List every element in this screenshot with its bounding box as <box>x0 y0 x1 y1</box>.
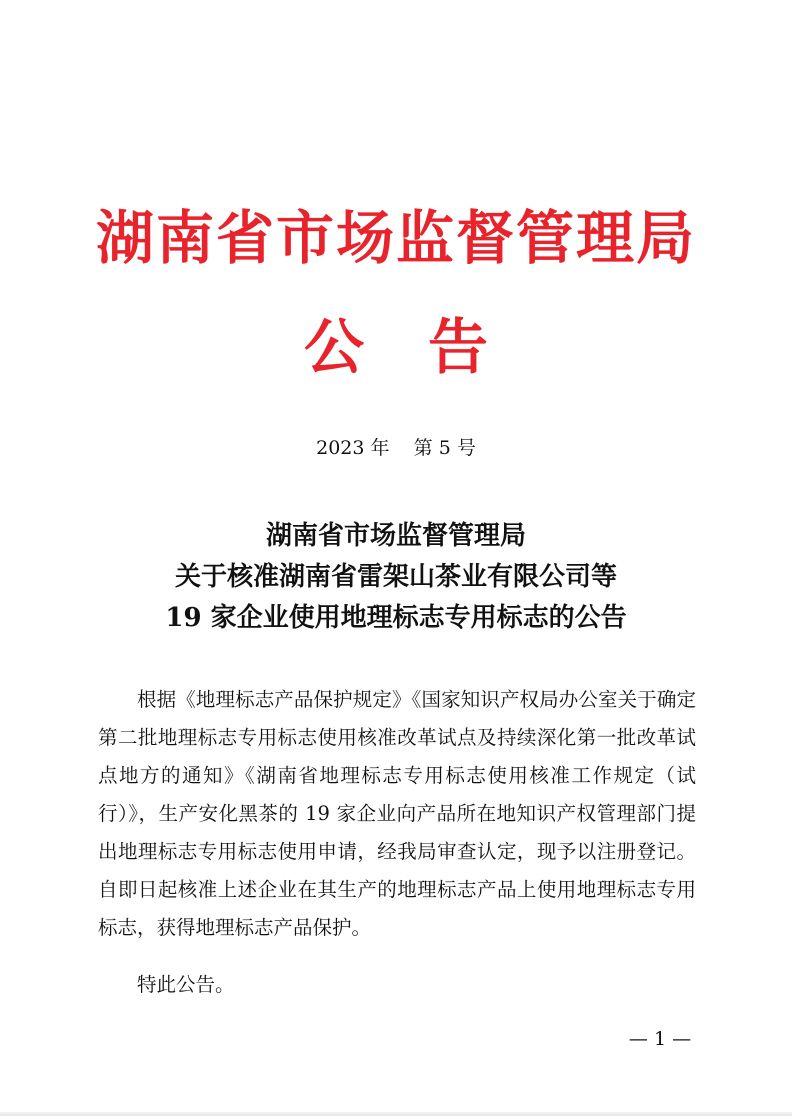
page-number: — 1 — <box>628 1028 692 1050</box>
document-number: 2023 年 第 5 号 <box>316 437 476 459</box>
page-bottom-edge <box>0 1112 792 1116</box>
title-line-1: 湖南省市场监督管理局 <box>265 521 526 551</box>
title-line-3: 19 家企业使用地理标志专用标志的公告 <box>165 603 627 633</box>
announcement-title <box>0 516 792 639</box>
doc-type-char-1: 公 <box>304 313 364 383</box>
body-paragraph: 根据《地理标志产品保护规定》《国家知识产权局办公室关于确定第二批地理标志专用标志使用核准改革试点及持续深化第一批改革试点地方的通知》《湖南省地理标志专用标志使用核准工作规定（试行）》，生产安化黑茶的 19 家企业向产品所在地知识产权管理部门提出地理标志专用标志使用申请，经我局审查认定，现予以注册登记。自即日起核准上述企业在其生产的地理标志产品上使用地理标志专用标志，获得地理标志产品保护。 <box>98 688 696 939</box>
agency-name-header: 湖南省市场监督管理局 <box>95 204 696 272</box>
doc-type-char-2: 告 <box>428 313 488 383</box>
closing-statement: 特此公告。 <box>137 973 235 996</box>
title-line-2: 关于核准湖南省雷架山茶业有限公司等 <box>174 562 617 592</box>
document-type-heading <box>0 308 792 388</box>
